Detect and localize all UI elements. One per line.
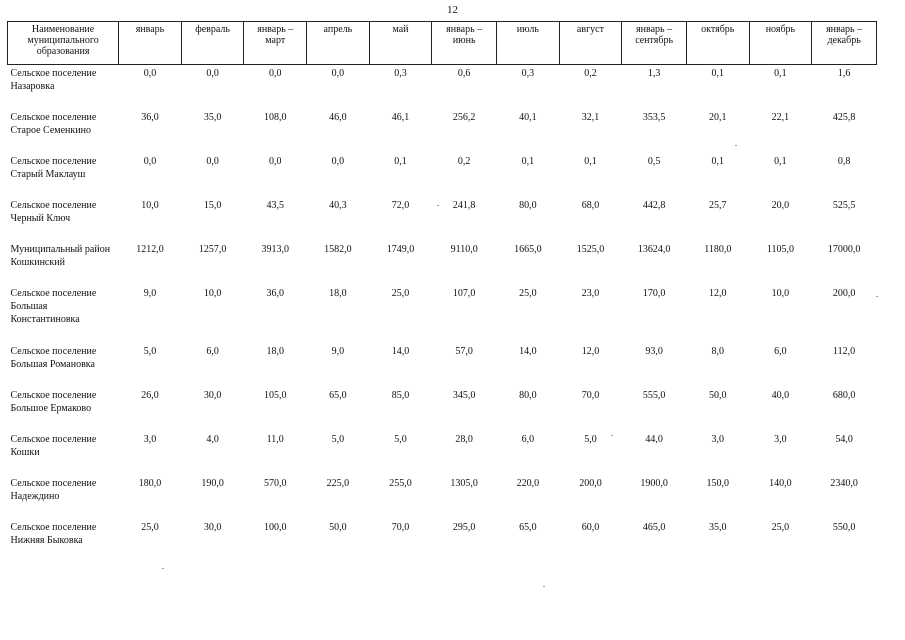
value-cell: 5,0 <box>394 433 407 445</box>
value-cell: 46,1 <box>391 111 410 123</box>
table-body <box>8 65 877 563</box>
value-cell: 68,0 <box>581 199 600 211</box>
value-cell: 1749,0 <box>386 243 415 255</box>
value-cell: 50,0 <box>329 521 347 533</box>
value-cell: 1900,0 <box>640 477 668 489</box>
value-cell: 1257,0 <box>198 243 227 255</box>
value-cell: 36,0 <box>141 111 159 123</box>
value-cell: 425,8 <box>832 111 856 123</box>
value-cell: 6,0 <box>774 345 787 357</box>
header-month-column: февраль <box>181 22 244 65</box>
value-cell: 22,1 <box>771 111 790 123</box>
value-cell: 0,0 <box>206 68 219 79</box>
value-cell: 140,0 <box>769 477 792 489</box>
value-cell: 15,0 <box>203 199 222 211</box>
table-row <box>8 65 877 109</box>
header-month-column: июль <box>497 22 560 65</box>
value-cell: 3913,0 <box>261 243 289 255</box>
scan-speck <box>611 435 613 436</box>
value-cell: 25,0 <box>519 287 537 299</box>
value-cell: 35,0 <box>203 111 222 123</box>
value-cell: 0,8 <box>837 155 851 167</box>
municipality-name: Сельское поселение Назаровка <box>10 68 97 92</box>
value-cell: 0,0 <box>268 68 282 79</box>
value-cell: 5,0 <box>143 345 157 357</box>
header-month-column: январь – март <box>244 22 307 65</box>
value-cell: 3,0 <box>711 433 724 445</box>
value-cell: 17000,0 <box>827 243 861 255</box>
value-cell: 465,0 <box>642 521 666 533</box>
header-month-column: январь – июнь <box>432 22 497 65</box>
value-cell: 0,2 <box>457 155 471 167</box>
value-cell: 43,5 <box>266 199 284 211</box>
value-cell: 1180,0 <box>704 243 732 255</box>
value-cell: 6,0 <box>521 433 535 445</box>
value-cell: 0,6 <box>457 68 471 79</box>
value-cell: 550,0 <box>832 521 856 533</box>
table-row <box>8 519 877 563</box>
value-cell: 2340,0 <box>830 477 858 489</box>
value-cell: 190,0 <box>201 477 224 489</box>
value-cell: 5,0 <box>331 433 345 445</box>
municipality-name: Сельское поселение Надеждино <box>10 477 97 502</box>
value-cell: 255,0 <box>389 477 412 489</box>
value-cell: 20,0 <box>771 199 790 211</box>
value-cell: 10,0 <box>203 287 222 299</box>
value-cell: 555,0 <box>642 389 666 401</box>
value-cell: 65,0 <box>519 521 537 533</box>
value-cell: 256,2 <box>452 111 476 123</box>
value-cell: 30,0 <box>203 389 222 401</box>
municipality-name: Сельское поселение Нижняя Быковка <box>10 521 97 546</box>
value-cell: 0,1 <box>584 155 597 167</box>
table-row <box>8 109 877 153</box>
value-cell: 0,1 <box>521 155 535 167</box>
table-row <box>8 285 877 343</box>
municipality-name: Сельское поселение Черный Ключ <box>10 199 97 224</box>
value-cell: 0,1 <box>774 68 787 79</box>
value-cell: 200,0 <box>579 477 602 489</box>
value-cell: 4,0 <box>206 433 219 445</box>
value-cell: 442,8 <box>642 199 666 211</box>
value-cell: 40,3 <box>329 199 347 211</box>
value-cell: 40,0 <box>771 389 790 401</box>
table-row <box>8 241 877 285</box>
value-cell: 0,0 <box>143 68 157 79</box>
value-cell: 26,0 <box>141 389 159 401</box>
value-cell: 570,0 <box>263 477 287 489</box>
value-cell: 200,0 <box>832 287 856 299</box>
value-cell: 0,2 <box>584 68 597 79</box>
value-cell: 28,0 <box>455 433 473 445</box>
municipality-name: Муниципальный район Кошкинский <box>10 243 111 268</box>
value-cell: 5,0 <box>584 433 597 445</box>
value-cell: 80,0 <box>519 389 537 401</box>
value-cell: 70,0 <box>581 389 600 401</box>
municipality-name: Сельское поселение Большая Константиновка <box>10 287 97 325</box>
value-cell: 35,0 <box>709 521 727 533</box>
value-cell: 0,3 <box>394 68 407 79</box>
value-cell: 18,0 <box>266 345 284 357</box>
value-cell: 70,0 <box>391 521 410 533</box>
value-cell: 345,0 <box>452 389 476 401</box>
value-cell: 150,0 <box>706 477 729 489</box>
value-cell: 57,0 <box>455 345 473 357</box>
header-month-column: май <box>369 22 432 65</box>
value-cell: 60,0 <box>581 521 600 533</box>
value-cell: 108,0 <box>263 111 287 123</box>
municipality-name: Сельское поселение Старый Маклауш <box>10 155 97 180</box>
value-cell: 353,5 <box>642 111 666 123</box>
value-cell: 25,0 <box>391 287 410 299</box>
header-month-column: апрель <box>307 22 370 65</box>
data-table <box>7 21 877 563</box>
value-cell: 0,0 <box>331 68 345 79</box>
value-cell: 14,0 <box>391 345 410 357</box>
value-cell: 12,0 <box>709 287 727 299</box>
value-cell: 220,0 <box>516 477 540 489</box>
value-cell: 1212,0 <box>136 243 164 255</box>
value-cell: 1305,0 <box>450 477 478 489</box>
value-cell: 40,1 <box>519 111 537 123</box>
header-name-column: Наименование муниципального образования <box>8 22 119 65</box>
value-cell: 0,1 <box>711 155 724 167</box>
value-cell: 18,0 <box>329 287 347 299</box>
table-row <box>8 387 877 431</box>
value-cell: 1,3 <box>647 68 661 79</box>
value-cell: 680,0 <box>832 389 856 401</box>
value-cell: 170,0 <box>642 287 666 299</box>
value-cell: 20,1 <box>709 111 727 123</box>
value-cell: 25,7 <box>709 199 727 211</box>
scan-speck <box>162 568 164 569</box>
page-number: 12 <box>447 4 458 16</box>
value-cell: 0,1 <box>774 155 787 167</box>
value-cell: 0,0 <box>206 155 219 167</box>
value-cell: 25,0 <box>771 521 790 533</box>
scan-speck <box>543 586 545 587</box>
value-cell: 46,0 <box>329 111 347 123</box>
header-month-column: январь – сентябрь <box>622 22 687 65</box>
table-row <box>8 343 877 387</box>
value-cell: 3,0 <box>774 433 787 445</box>
table-row <box>8 475 877 519</box>
value-cell: 36,0 <box>266 287 284 299</box>
value-cell: 3,0 <box>143 433 157 445</box>
value-cell: 80,0 <box>519 199 537 211</box>
header-month-column: январь – декабрь <box>812 22 877 65</box>
municipality-name: Сельское поселение Старое Семенкино <box>10 111 97 136</box>
value-cell: 12,0 <box>581 345 600 357</box>
value-cell: 1525,0 <box>576 243 605 255</box>
value-cell: 0,0 <box>143 155 157 167</box>
value-cell: 23,0 <box>581 287 600 299</box>
value-cell: 0,0 <box>268 155 282 167</box>
value-cell: 54,0 <box>835 433 853 445</box>
municipality-name: Сельское поселение Большая Романовка <box>10 345 97 370</box>
value-cell: 225,0 <box>326 477 350 489</box>
value-cell: 14,0 <box>519 345 537 357</box>
value-cell: 1665,0 <box>514 243 542 255</box>
value-cell: 180,0 <box>138 477 162 489</box>
value-cell: 9110,0 <box>450 243 478 255</box>
value-cell: 11,0 <box>266 433 284 445</box>
value-cell: 1582,0 <box>324 243 352 255</box>
value-cell: 295,0 <box>452 521 476 533</box>
value-cell: 72,0 <box>391 199 410 211</box>
value-cell: 0,0 <box>331 155 345 167</box>
header-month-column: ноябрь <box>749 22 812 65</box>
header-month-column: январь <box>119 22 182 65</box>
value-cell: 112,0 <box>833 345 856 357</box>
value-cell: 105,0 <box>263 389 287 401</box>
value-cell: 0,3 <box>521 68 535 79</box>
table-row <box>8 431 877 475</box>
value-cell: 0,5 <box>647 155 661 167</box>
value-cell: 0,1 <box>394 155 407 167</box>
value-cell: 10,0 <box>771 287 790 299</box>
value-cell: 50,0 <box>709 389 727 401</box>
header-month-column: август <box>559 22 622 65</box>
value-cell: 8,0 <box>711 345 724 357</box>
value-cell: 10,0 <box>141 199 159 211</box>
value-cell: 107,0 <box>452 287 476 299</box>
header-month-column: октябрь <box>686 22 749 65</box>
header-row <box>8 22 877 65</box>
value-cell: 85,0 <box>391 389 410 401</box>
value-cell: 1105,0 <box>766 243 794 255</box>
municipality-name: Сельское поселение Большое Ермаково <box>10 389 97 414</box>
municipality-name: Сельское поселение Кошки <box>10 433 97 458</box>
value-cell: 241,8 <box>452 199 476 211</box>
scan-speck <box>437 205 439 206</box>
value-cell: 100,0 <box>263 521 287 533</box>
value-cell: 65,0 <box>329 389 347 401</box>
value-cell: 0,1 <box>711 68 724 79</box>
value-cell: 32,1 <box>581 111 600 123</box>
value-cell: 30,0 <box>203 521 222 533</box>
value-cell: 13624,0 <box>637 243 671 255</box>
scan-speck <box>735 145 737 146</box>
table-row <box>8 197 877 241</box>
value-cell: 9,0 <box>331 345 345 357</box>
value-cell: 9,0 <box>143 287 157 299</box>
table-row <box>8 153 877 197</box>
value-cell: 6,0 <box>206 345 219 357</box>
value-cell: 44,0 <box>645 433 663 445</box>
value-cell: 25,0 <box>141 521 159 533</box>
value-cell: 1,6 <box>837 68 851 79</box>
scan-speck <box>876 296 878 297</box>
value-cell: 93,0 <box>645 345 663 357</box>
value-cell: 525,5 <box>832 199 856 211</box>
